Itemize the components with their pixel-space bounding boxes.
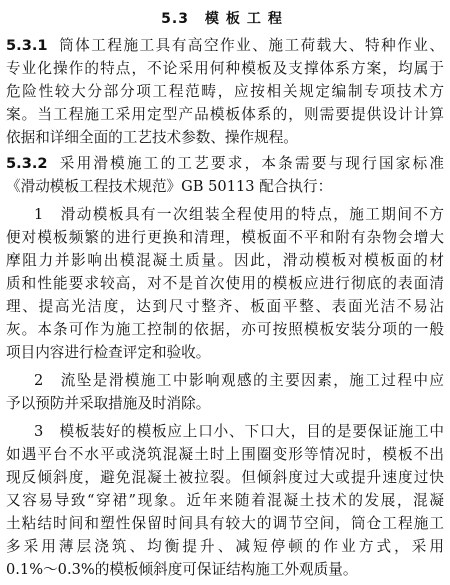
item-3-line-6: 多采用薄层浇筑、均衡提升、减短停顿的作业方式，采用: [6, 538, 444, 555]
clause-531-line-4: 案。当工程施工采用定型产品模板体系的，则需要提供设计计算: [6, 106, 444, 123]
item-3-line-1: 3 模板装好的模板应上口小、下口大，目的是要保证施工中: [34, 423, 444, 440]
item-1-line-1: 1 滑动模板具有一次组装全程使用的特点，施工期间不方: [34, 206, 444, 223]
item-1-line-2: 便对模板频繁的进行更换和清理，模板面不平和附有杂物会增大: [6, 229, 444, 246]
item-3-line-7: 0.1%～0.3%的模板倾斜度可保证结构施工外观质量。: [6, 561, 358, 578]
item-1-line-5: 理、提高光洁度，达到尺寸整齐、板面平整、表面光洁不易沾: [6, 298, 444, 315]
section-number: 5.3: [161, 11, 189, 27]
item-3-line-4: 又容易导致“穿裙”现象。近年来随着混凝土技术的发展，混凝: [6, 492, 444, 509]
item-3-line-3: 现反倾斜度，避免混凝土被拉裂。但倾斜度过大或提升速度过快: [6, 469, 444, 486]
item-1-line-6: 灰。本条可作为施工控制的依据，亦可按照模板安装分项的一般: [6, 321, 444, 338]
item-3-line-5: 土粘结时间和塑性保留时间具有较大的调节空间，筒仓工程施工: [6, 515, 444, 532]
item-2-line-1: 2 流坠是滑模施工中影响观感的主要因素，施工过程中应: [34, 372, 444, 389]
clause-531-line-1: 5.3.1 筒体工程施工具有高空作业、施工荷载大、特种作业、: [6, 37, 444, 54]
item-1-line-3: 摩阻力并影响出模混凝土质量。因此，滑动模板对模板面的材: [6, 252, 444, 269]
clause-532-line-2: 《滑动模板工程技术规范》GB 50113 配合执行：: [6, 178, 333, 195]
clause-number: 5.3.2: [6, 155, 48, 172]
item-2-line-2: 予以预防并采取措施及时消除。: [6, 395, 211, 412]
clause-531-line-5: 依据和详细全面的工艺技术参数、操作规程。: [6, 129, 298, 146]
clause-531-line-2: 专业化操作的特点，不论采用何种模板及支撑体系方案，均属于: [6, 60, 444, 77]
clause-532-line-1: 5.3.2 采用滑模施工的工艺要求，本条需要与现行国家标准: [6, 155, 444, 172]
item-3-line-2: 如遇平台不水平或浇筑混凝土时上围圈变形等情况时，模板不出: [6, 446, 444, 463]
clause-531-line-3: 危险性较大分部分项工程范畴，应按相关规定编制专项技术方: [6, 83, 444, 100]
clause-number: 5.3.1: [6, 37, 48, 54]
item-1-line-4: 质和性能要求较高，对不是首次使用的模板应进行彻底的表面清: [6, 275, 444, 292]
section-title: [0, 8, 450, 28]
section-heading: 模板工程: [204, 11, 289, 27]
item-1-line-7: 项目内容进行检查评定和验收。: [6, 344, 211, 361]
